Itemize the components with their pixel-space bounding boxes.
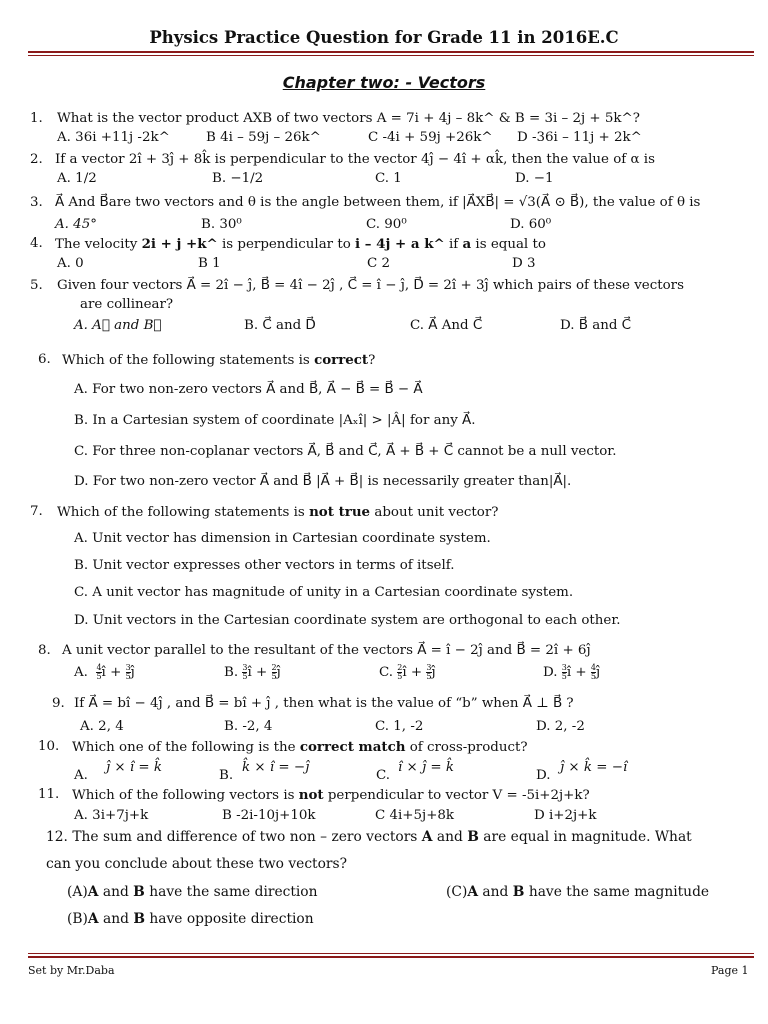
q11-option-c: C 4i+5j+8k [375, 808, 455, 823]
q11-option-d: D i+2j+k [534, 808, 597, 823]
q10-option-a: ĵ × î = k̂ [106, 760, 163, 775]
q8-option-b: B. $\frac{3}{5}$ î + $\frac{2}{5}$ ĵ [224, 663, 281, 681]
q5-text: Given four vectors A⃗ = 2î − ĵ, B⃗ = 4î − 2ĵ , C⃗ = î − ĵ, D⃗ = 2î + 3ĵ which pairs of these vectors [57, 278, 684, 293]
q1-option-d: D -36i – 11j + 2k^ [517, 130, 642, 145]
q7-option-d: D. Unit vectors in the Cartesian coordinate system are orthogonal to each other. [74, 613, 621, 628]
page-header-title: Physics Practice Question for Grade 11 in 2016E.C [149, 28, 619, 47]
q2-option-c: C. 1 [375, 171, 402, 186]
q12-option-b: (B)A and B have opposite direction [67, 911, 314, 927]
q6-number: 6. [38, 352, 51, 367]
q9-text: If A⃗ = bî − 4ĵ , and B⃗ = bî + ĵ , then what is the value of “b” when A⃗ ⊥ B⃗ ? [74, 696, 574, 711]
footer-author: Set by Mr.Daba [28, 964, 115, 977]
footer-page-number: Page 1 [711, 964, 749, 977]
q7-text: Which of the following statements is not true about unit vector? [57, 504, 499, 520]
q9-option-c: C. 1, -2 [375, 719, 424, 734]
q4-text: The velocity 2i + j +k^ is perpendicular to i – 4j + a k^ if a is equal to [55, 236, 546, 252]
q5-text-cont: are collinear? [80, 297, 174, 312]
q6-option-c: C. For three non-coplanar vectors A⃗, B⃗ and C⃗, A⃗ + B⃗ + C⃗ cannot be a null vector. [74, 444, 617, 459]
q1-number: 1. [30, 111, 43, 126]
header-rule-top [28, 51, 754, 53]
q7-option-b: B. Unit vector expresses other vectors in terms of itself. [74, 558, 455, 573]
q1-option-c: C -4i + 59j +26k^ [368, 130, 493, 145]
q11-option-b: B -2i-10j+10k [222, 808, 316, 823]
footer-rule-bottom [28, 956, 754, 958]
q10-option-b-label: B. [219, 768, 234, 783]
q5-number: 5. [30, 278, 43, 293]
q3-option-a: A. 45° [55, 217, 97, 232]
q8-option-d: D. $\frac{3}{5}$ î + $\frac{4}{5}$ ĵ [543, 663, 601, 681]
footer-rule-top [28, 953, 754, 954]
q10-option-d-label: D. [536, 768, 551, 783]
q7-option-c: C. A unit vector has magnitude of unity in a Cartesian coordinate system. [74, 585, 574, 600]
q10-option-c-label: C. [376, 768, 391, 783]
chapter-title: Chapter two: - Vectors [282, 73, 486, 92]
q10-text: Which one of the following is the correct match of cross-product? [72, 739, 528, 755]
q8-option-a: A. $\frac{4}{5}$ î + $\frac{3}{5}$ ĵ [74, 663, 135, 681]
q3-option-b: B. 30⁰ [201, 217, 242, 232]
q12-option-a: (A)A and B have the same direction [67, 884, 318, 900]
q8-number: 8. [38, 643, 51, 658]
q1-text: What is the vector product AXB of two vectors A = 7i + 4j – 8k^ & B = 3i – 2j + 5k^? [57, 111, 640, 126]
q5-option-c: C. A⃗ And C⃗ [410, 318, 483, 333]
q6-text: Which of the following statements is correct? [62, 352, 376, 368]
q10-number: 10. [38, 739, 60, 754]
q12-option-c: (C)A and B have the same magnitude [446, 884, 710, 900]
q10-option-a-label: A. [74, 768, 88, 783]
q3-number: 3. [30, 195, 43, 210]
header-rule-bottom [28, 55, 754, 56]
q6-option-a: A. For two non-zero vectors A⃗ and B⃗, A⃗ − B⃗ = B⃗ − A⃗ [74, 382, 423, 397]
q2-option-d: D. −1 [515, 171, 554, 186]
q2-option-b: B. −1/2 [212, 171, 264, 186]
q5-option-d: D. B⃗ and C⃗ [560, 318, 632, 333]
q4-option-b: B 1 [198, 256, 221, 271]
q12-text-cont: can you conclude about these two vectors? [46, 856, 347, 872]
q11-option-a: A. 3i+7j+k [74, 808, 149, 823]
q7-number: 7. [30, 504, 43, 519]
q10-option-c: î × ĵ = k̂ [398, 760, 455, 775]
q1-option-b: B 4i – 59j – 26k^ [206, 130, 321, 145]
q4-option-d: D 3 [512, 256, 536, 271]
q2-option-a: A. 1/2 [57, 171, 97, 186]
q12-text: 12. The sum and difference of two non – zero vectors A and B are equal in magnitude. What [46, 829, 692, 845]
q5-option-b: B. C⃗ and D⃗ [244, 318, 316, 333]
q10-option-d: ĵ × k̂ = −î [560, 760, 628, 775]
q2-text: If a vector 2î + 3ĵ + 8k̂ is perpendicular to the vector 4ĵ − 4î + αk̂, then the value of α is [55, 152, 655, 167]
q9-option-a: A. 2, 4 [80, 719, 124, 734]
q2-number: 2. [30, 152, 43, 167]
q4-option-c: C 2 [367, 256, 391, 271]
q1-option-a: A. 36i +11j -2k^ [57, 130, 170, 145]
q7-option-a: A. Unit vector has dimension in Cartesian coordinate system. [74, 531, 491, 546]
q4-number: 4. [30, 236, 43, 251]
q6-option-b: B. In a Cartesian system of coordinate |Aₓî| > |Â| for any A⃗. [74, 413, 476, 428]
q10-option-b: k̂ × î = −ĵ [242, 760, 310, 775]
q8-text: A unit vector parallel to the resultant of the vectors A⃗ = î − 2ĵ and B⃗ = 2î + 6ĵ [62, 643, 591, 658]
q11-number: 11. [38, 787, 60, 802]
q3-option-d: D. 60⁰ [510, 217, 552, 232]
q9-option-b: B. -2, 4 [224, 719, 273, 734]
q8-option-c: C. $\frac{2}{5}$ î + $\frac{3}{5}$ ĵ [379, 663, 436, 681]
q4-option-a: A. 0 [57, 256, 84, 271]
q9-number: 9. [52, 696, 65, 711]
q6-option-d: D. For two non-zero vector A⃗ and B⃗ |A⃗ + B⃗| is necessarily greater than|A⃗|. [74, 474, 572, 489]
q9-option-d: D. 2, -2 [536, 719, 585, 734]
q5-option-a: A. A⃗ and B⃗ [74, 318, 162, 333]
q3-option-c: C. 90⁰ [366, 217, 407, 232]
q3-text: A⃗ And B⃗are two vectors and θ is the angle between them, if |A⃗XB⃗| = √3(A⃗ ⊙ B⃗), the value of θ is [55, 195, 701, 210]
q11-text: Which of the following vectors is not perpendicular to vector V = -5i+2j+k? [72, 787, 590, 803]
